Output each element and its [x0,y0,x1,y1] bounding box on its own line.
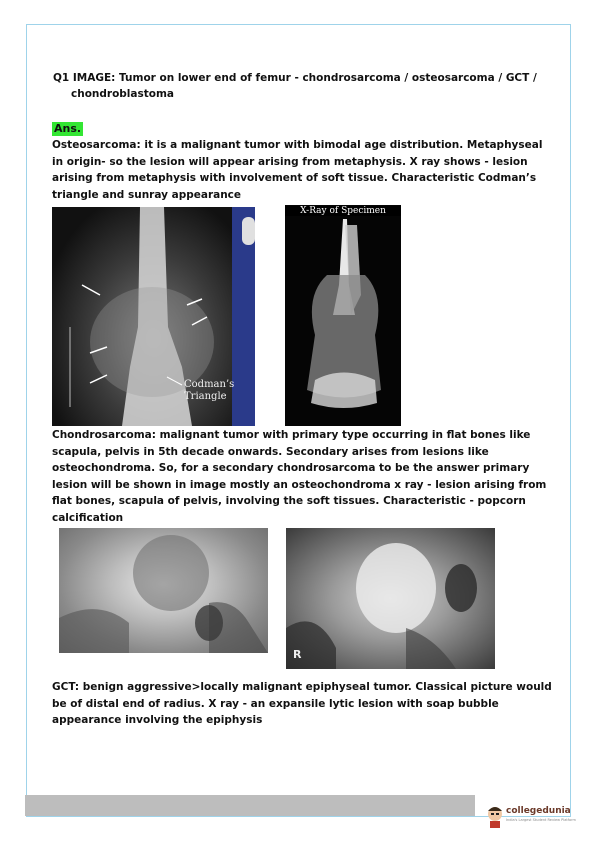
gct-paragraph: GCT: benign aggressive>locally malignant epiphyseal tumor. Classical picture would be of distal end of radius. X ray - an expansile lytic lesion with soap bubble appearance involving the epiphysis [52,681,552,726]
r-marker-label: R [293,648,302,661]
question-line-2: chondroblastoma [71,88,175,100]
question-heading [53,70,553,102]
collegedunia-logo[interactable] [486,804,576,830]
chondrosarcoma-paragraph: Chondrosarcoma: malignant tumor with primary type occurring in flat bones like scapula, pelvis in 5th decade onwards. Secondary arises from lesions like osteochondroma. So, for a secondary chondrosarcoma to be the answer primary lesion will be shown in image mostly an osteochondroma x ray - lesion arising from flat bones, scapula of pelvis, involving the soft tissues. Characteristic - popcorn calcification [52,429,547,524]
brand-name: collegedunia [506,806,571,816]
pelvis-xray-right-image [286,528,495,669]
question-line-1: Q1 IMAGE: Tumor on lower end of femur - chondrosarcoma / osteosarcoma / GCT / [53,72,537,84]
specimen-label: X-Ray of Specimen [285,206,401,216]
mascot-icon [486,804,504,828]
answer-label: Ans. [54,122,82,135]
osteosarcoma-paragraph: Osteosarcoma: it is a malignant tumor with bimodal age distribution. Metaphyseal in origin- so the lesion will appear arising from metaphysis. X ray shows - lesion arising from metaphysis with involvement of soft tissue. Characteristic Codman’s triangle and sunray appearance [52,139,543,201]
pelvis-xray-left-image [59,528,268,653]
osteosarcoma-xray-image [52,207,255,426]
pelvis-xray-left-graphic [59,528,268,653]
brand-tagline: India's Largest Student Review Platform [506,818,576,822]
specimen-xray-graphic [285,205,401,426]
specimen-xray-image [285,205,401,426]
codman-triangle-label: Codman’s Triangle [184,379,235,402]
pelvis-xray-right-graphic [286,528,495,669]
footer-bar [25,795,475,816]
